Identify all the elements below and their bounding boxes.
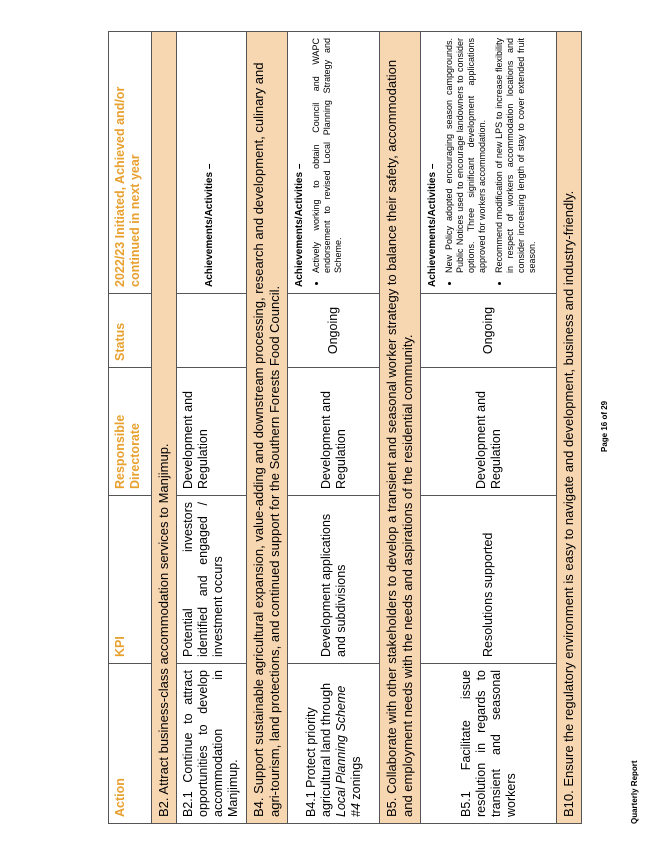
footer-page-number: Page 16 of 29 <box>600 400 609 452</box>
row-b21-kpi: Potential investors identified and engaged / investment occurs <box>177 496 247 664</box>
table-header-row <box>109 32 152 824</box>
section-b2-row <box>152 32 177 824</box>
row-b41-kpi: Development applications and subdivisions <box>288 496 380 664</box>
row-b41-status: Ongoing <box>288 294 380 368</box>
section-b5-row <box>380 32 421 824</box>
table-row <box>288 32 380 824</box>
row-b51-action: B5.1 Facilitate issue resolution in regards to transient and seasonal workers <box>421 664 557 824</box>
header-status: Status <box>109 294 152 368</box>
achievements-list <box>311 38 344 287</box>
row-b41-action-pre: B4.1 Protect priority agricultural land through <box>303 682 333 817</box>
row-b21-achievements <box>177 32 247 294</box>
list-item: • Actively working to obtain Council and WAPC endorsement to revised Local Planning Strategy and Scheme. <box>311 38 344 273</box>
row-b41-action <box>288 664 380 824</box>
row-b41-action-italic: Local Planning Scheme #4 <box>333 685 363 817</box>
row-b51-kpi: Resolutions supported <box>421 496 557 664</box>
row-b51-status: Ongoing <box>421 294 557 368</box>
achievements-list <box>444 38 538 287</box>
section-b10-row <box>557 32 582 824</box>
row-b51-responsible: Development and Regulation <box>421 368 557 496</box>
header-progress: 2022/23 Initiated, Achieved and/or continued in next year <box>109 32 152 294</box>
row-b41-action-post: zonings <box>348 756 363 804</box>
list-item: • New Policy adopted encouraging season campgrounds. Public Notices used to encourage landowners to consider options. Three significant development applications approved for workers accommodation. <box>444 38 488 273</box>
section-b4-row <box>247 32 288 824</box>
row-b21-status <box>177 294 247 368</box>
header-responsible: Responsible Directorate <box>109 368 152 496</box>
section-b10: B10. Ensure the regulatory environment is easy to navigate and development, business and industry-friendly. <box>557 32 582 824</box>
action-table <box>108 31 582 824</box>
achievements-title: Achievements/Activities – <box>294 163 305 287</box>
footer-report-title: Quarterly Report <box>630 760 639 824</box>
section-b2: B2. Attract business-class accommodation services to Manjimup. <box>152 32 177 824</box>
section-b5: B5. Collaborate with other stakeholders to develop a transient and seasonal worker strategy to balance their safety, accommodation and employment needs with the needs and aspirations of the residential community. <box>380 32 421 824</box>
achievements-title: Achievements/Activities – <box>204 163 215 287</box>
header-action: Action <box>109 664 152 824</box>
row-b41-achievements <box>288 32 380 294</box>
table-row <box>177 32 247 824</box>
header-kpi: KPI <box>109 496 152 664</box>
achievements-title: Achievements/Activities – <box>427 163 438 287</box>
row-b51-achievements <box>421 32 557 294</box>
row-b21-responsible: Development and Regulation <box>177 368 247 496</box>
table-row <box>421 32 557 824</box>
list-item: • Recommend modification of new LPS to increase flexibility in respect of workers accommodation locations and consider increasing length of stay to cover extended fruit season. <box>494 38 538 273</box>
section-b4: B4. Support sustainable agricultural expansion, value-adding and downstream processing, research and development, culinary and agri-tourism, land protections, and continued support for the Southern Forests Food Council. <box>247 32 288 824</box>
row-b21-action: B2.1 Continue to attract opportunities to develop accommodation in Manjimup. <box>177 664 247 824</box>
row-b41-responsible: Development and Regulation <box>288 368 380 496</box>
